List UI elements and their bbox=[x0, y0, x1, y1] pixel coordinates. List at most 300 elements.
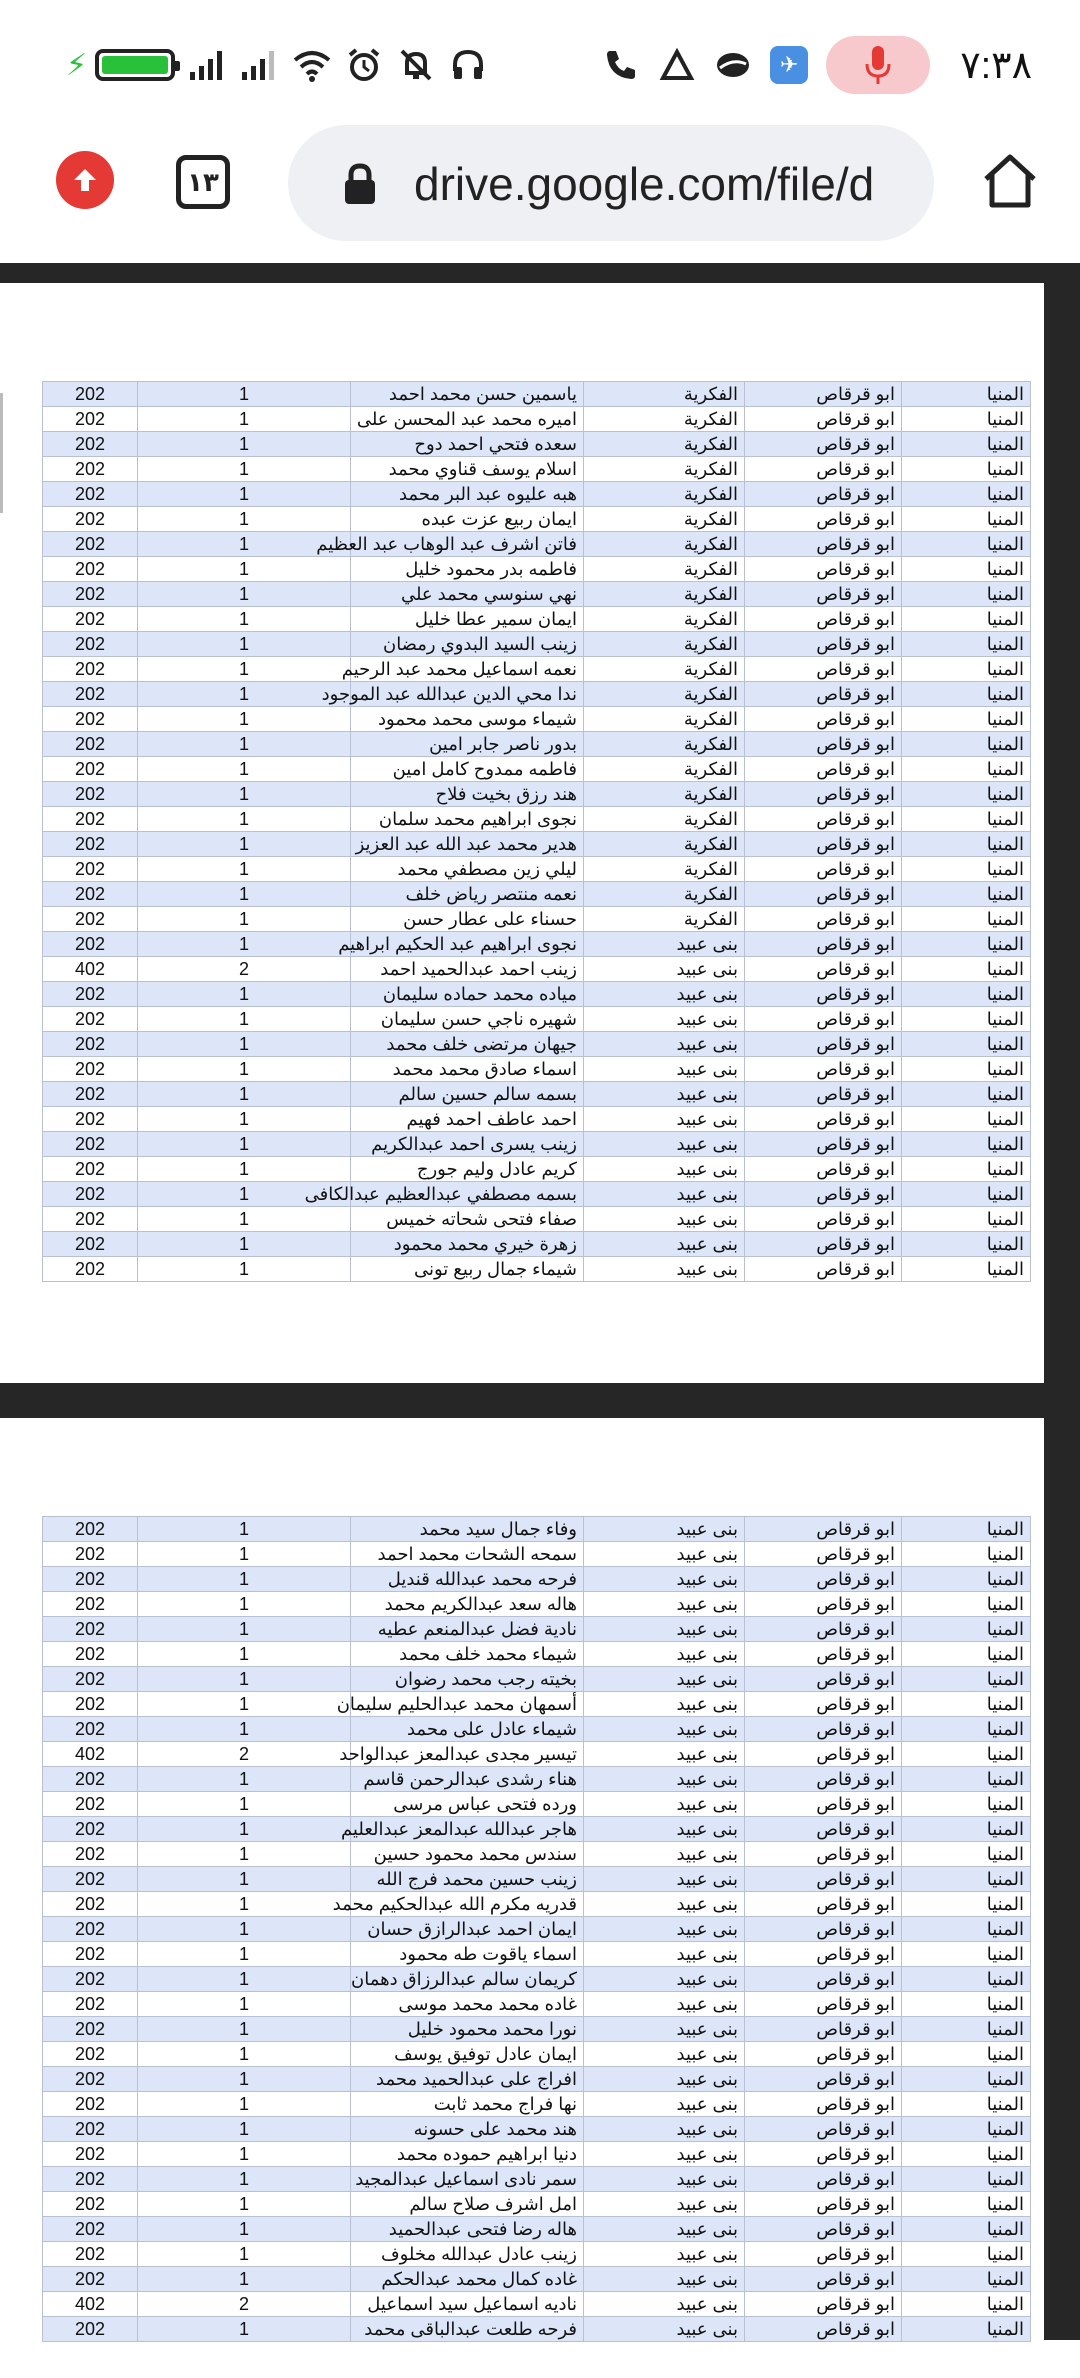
table-cell: افراج على عبدالحميد محمد bbox=[351, 2067, 584, 2092]
table-cell: 1 bbox=[138, 2017, 351, 2042]
table-cell: المنيا bbox=[902, 2017, 1031, 2042]
table-cell: ابو قرقاص bbox=[745, 882, 902, 907]
table-row bbox=[43, 1792, 1031, 1817]
table-cell: زهرة خيري محمد محمود bbox=[351, 1232, 584, 1257]
table-cell: 202 bbox=[43, 1257, 138, 1282]
table-row bbox=[43, 1692, 1031, 1717]
table-row bbox=[43, 2092, 1031, 2117]
table-cell: المنيا bbox=[902, 1182, 1031, 1207]
table-cell: 1 bbox=[138, 1567, 351, 1592]
table-cell: المنيا bbox=[902, 1842, 1031, 1867]
table-cell: 2 bbox=[138, 957, 351, 982]
table-cell: 1 bbox=[138, 1792, 351, 1817]
table-cell: المنيا bbox=[902, 382, 1031, 407]
table-cell: المنيا bbox=[902, 682, 1031, 707]
table-cell: المنيا bbox=[902, 2217, 1031, 2242]
table-cell: المنيا bbox=[902, 732, 1031, 757]
table-cell: 202 bbox=[43, 782, 138, 807]
table-cell: 1 bbox=[138, 1842, 351, 1867]
table-cell: الفكرية bbox=[584, 807, 745, 832]
table-cell: ابو قرقاص bbox=[745, 1992, 902, 2017]
table-cell: المنيا bbox=[902, 1007, 1031, 1032]
table-cell: الفكرية bbox=[584, 782, 745, 807]
table-cell: بنى عبيد bbox=[584, 2017, 745, 2042]
table-cell: ابو قرقاص bbox=[745, 1842, 902, 1867]
table-cell: زينب السيد البدوي رمضان bbox=[351, 632, 584, 657]
table-cell: 2 bbox=[138, 2292, 351, 2317]
table-cell: 202 bbox=[43, 457, 138, 482]
table-cell: بنى عبيد bbox=[584, 2267, 745, 2292]
table-cell: بنى عبيد bbox=[584, 1892, 745, 1917]
table-cell: 202 bbox=[43, 382, 138, 407]
table-cell: الفكرية bbox=[584, 732, 745, 757]
upload-button[interactable] bbox=[56, 151, 114, 209]
table-cell: 1 bbox=[138, 2092, 351, 2117]
table-cell: 1 bbox=[138, 2267, 351, 2292]
table-cell: نعمه منتصر رياض خلف bbox=[351, 882, 584, 907]
table-cell: أسمهان محمد عبدالحليم سليمان bbox=[351, 1692, 584, 1717]
table-cell: بنى عبيد bbox=[584, 1517, 745, 1542]
table-cell: المنيا bbox=[902, 1232, 1031, 1257]
table-cell: المنيا bbox=[902, 1867, 1031, 1892]
table-cell: ورده فتحى عباس مرسى bbox=[351, 1792, 584, 1817]
warning-icon bbox=[658, 46, 696, 84]
table-cell: المنيا bbox=[902, 707, 1031, 732]
table-cell: 202 bbox=[43, 2117, 138, 2142]
pdf-viewer[interactable] bbox=[0, 263, 1080, 2340]
table-cell: وفاء جمال سيد محمد bbox=[351, 1517, 584, 1542]
tab-count: ١٣ bbox=[187, 166, 219, 197]
table-cell: 1 bbox=[138, 782, 351, 807]
table-cell: ابو قرقاص bbox=[745, 1617, 902, 1642]
table-cell: 1 bbox=[138, 1057, 351, 1082]
table-row bbox=[43, 407, 1031, 432]
table-cell: 1 bbox=[138, 1082, 351, 1107]
table-cell: 1 bbox=[138, 857, 351, 882]
table-cell: 202 bbox=[43, 707, 138, 732]
table-row bbox=[43, 1592, 1031, 1617]
table-row bbox=[43, 582, 1031, 607]
table-row bbox=[43, 1207, 1031, 1232]
table-row bbox=[43, 2267, 1031, 2292]
table-cell: المنيا bbox=[902, 1742, 1031, 1767]
table-cell: بنى عبيد bbox=[584, 1592, 745, 1617]
table-cell: ابو قرقاص bbox=[745, 1132, 902, 1157]
table-cell: اسماء ياقوت طه محمود bbox=[351, 1942, 584, 1967]
table-cell: بنى عبيد bbox=[584, 1767, 745, 1792]
table-cell: زينب حسين محمد فرج الله bbox=[351, 1867, 584, 1892]
table-cell: 202 bbox=[43, 982, 138, 1007]
table-cell: بنى عبيد bbox=[584, 2167, 745, 2192]
table-cell: الفكرية bbox=[584, 532, 745, 557]
table-cell: 202 bbox=[43, 732, 138, 757]
document-page-2 bbox=[0, 1418, 1044, 2378]
table-cell: اسماء صادق محمد محمد bbox=[351, 1057, 584, 1082]
table-cell: المنيا bbox=[902, 1767, 1031, 1792]
table-cell: 202 bbox=[43, 2142, 138, 2167]
table-cell: المنيا bbox=[902, 1207, 1031, 1232]
table-cell: ابو قرقاص bbox=[745, 2117, 902, 2142]
signal-icon bbox=[189, 46, 227, 84]
table-cell: المنيا bbox=[902, 2192, 1031, 2217]
table-cell: ابو قرقاص bbox=[745, 1517, 902, 1542]
table-cell: 1 bbox=[138, 1717, 351, 1742]
battery-icon bbox=[95, 49, 175, 81]
table-row bbox=[43, 2192, 1031, 2217]
table-cell: 202 bbox=[43, 907, 138, 932]
table-cell: 1 bbox=[138, 1207, 351, 1232]
table-cell: 202 bbox=[43, 2167, 138, 2192]
table-cell: 202 bbox=[43, 1007, 138, 1032]
table-row bbox=[43, 857, 1031, 882]
table-cell: بنى عبيد bbox=[584, 1032, 745, 1057]
table-cell: 202 bbox=[43, 607, 138, 632]
table-cell: 1 bbox=[138, 907, 351, 932]
table-cell: ابو قرقاص bbox=[745, 2267, 902, 2292]
table-cell: 1 bbox=[138, 1517, 351, 1542]
table-cell: ابو قرقاص bbox=[745, 982, 902, 1007]
mic-icon[interactable] bbox=[826, 36, 930, 94]
table-cell: ابو قرقاص bbox=[745, 2217, 902, 2242]
table-cell: بنى عبيد bbox=[584, 982, 745, 1007]
table-cell: 1 bbox=[138, 657, 351, 682]
table-row bbox=[43, 1842, 1031, 1867]
table-cell: الفكرية bbox=[584, 632, 745, 657]
table-row bbox=[43, 2167, 1031, 2192]
table-cell: 202 bbox=[43, 1867, 138, 1892]
table-cell: ابو قرقاص bbox=[745, 1792, 902, 1817]
table-cell: ابو قرقاص bbox=[745, 2042, 902, 2067]
table-row bbox=[43, 982, 1031, 1007]
table-cell: ابو قرقاص bbox=[745, 582, 902, 607]
table-cell: ابو قرقاص bbox=[745, 707, 902, 732]
table-cell: 202 bbox=[43, 2192, 138, 2217]
table-cell: 1 bbox=[138, 1107, 351, 1132]
table-row bbox=[43, 1032, 1031, 1057]
status-icons-left bbox=[66, 46, 487, 84]
table-cell: بنى عبيد bbox=[584, 1742, 745, 1767]
table-row bbox=[43, 1892, 1031, 1917]
headphones-icon bbox=[449, 46, 487, 84]
phone-icon bbox=[602, 46, 640, 84]
table-cell: ابو قرقاص bbox=[745, 857, 902, 882]
table-cell: جيهان مرتضى خلف محمد bbox=[351, 1032, 584, 1057]
table-cell: هاجر عبدالله عبدالمعز عبدالعليم bbox=[351, 1817, 584, 1842]
table-cell: 202 bbox=[43, 1617, 138, 1642]
table-cell: فاطمه بدر محمود خليل bbox=[351, 557, 584, 582]
table-cell: ابو قرقاص bbox=[745, 1642, 902, 1667]
table-row bbox=[43, 657, 1031, 682]
table-cell: 202 bbox=[43, 1132, 138, 1157]
table-cell: المنيا bbox=[902, 1057, 1031, 1082]
table-cell: الفكرية bbox=[584, 432, 745, 457]
table-cell: 1 bbox=[138, 1667, 351, 1692]
table-cell: 202 bbox=[43, 857, 138, 882]
table-cell: بنى عبيد bbox=[584, 1992, 745, 2017]
table-cell: 1 bbox=[138, 1642, 351, 1667]
table-cell: الفكرية bbox=[584, 507, 745, 532]
table-row bbox=[43, 957, 1031, 982]
table-row bbox=[43, 2117, 1031, 2142]
table-cell: 1 bbox=[138, 557, 351, 582]
table-row bbox=[43, 2067, 1031, 2092]
table-cell: 1 bbox=[138, 757, 351, 782]
table-row bbox=[43, 507, 1031, 532]
table-cell: 2 bbox=[138, 1742, 351, 1767]
table-cell: بنى عبيد bbox=[584, 932, 745, 957]
table-cell: فرحه محمد عبدالله قنديل bbox=[351, 1567, 584, 1592]
table-row bbox=[43, 2292, 1031, 2317]
table-cell: غاده محمد محمد موسى bbox=[351, 1992, 584, 2017]
table-cell: غاده كمال محمد عبدالحكم bbox=[351, 2267, 584, 2292]
table-cell: المنيا bbox=[902, 1642, 1031, 1667]
table-row bbox=[43, 1817, 1031, 1842]
table-cell: 1 bbox=[138, 1132, 351, 1157]
table-cell: فاتن اشرف عبد الوهاب عبد العظيم bbox=[351, 532, 584, 557]
table-cell: بنى عبيد bbox=[584, 1257, 745, 1282]
table-cell: بنى عبيد bbox=[584, 1542, 745, 1567]
table-cell: المنيا bbox=[902, 1517, 1031, 1542]
home-button[interactable] bbox=[980, 151, 1040, 216]
table-cell: 202 bbox=[43, 1157, 138, 1182]
table-cell: بنى عبيد bbox=[584, 1157, 745, 1182]
table-cell: 402 bbox=[43, 2292, 138, 2317]
table-cell: المنيا bbox=[902, 1992, 1031, 2017]
table-cell: ابو قرقاص bbox=[745, 657, 902, 682]
table-cell: حسناء على عطار حسن bbox=[351, 907, 584, 932]
table-row bbox=[43, 632, 1031, 657]
table-cell: 202 bbox=[43, 2042, 138, 2067]
address-bar[interactable] bbox=[288, 125, 934, 241]
app-icon: ✈ bbox=[770, 46, 808, 84]
table-cell: ابو قرقاص bbox=[745, 2242, 902, 2267]
table-cell: الفكرية bbox=[584, 682, 745, 707]
table-cell: 202 bbox=[43, 2017, 138, 2042]
table-cell: هند رزق بخيت فلاح bbox=[351, 782, 584, 807]
table-cell: 202 bbox=[43, 1107, 138, 1132]
table-cell: كريم عادل وليم جورج bbox=[351, 1157, 584, 1182]
table-cell: 1 bbox=[138, 432, 351, 457]
table-cell: 1 bbox=[138, 1007, 351, 1032]
table-row bbox=[43, 482, 1031, 507]
table-cell: 1 bbox=[138, 2242, 351, 2267]
table-cell: ابو قرقاص bbox=[745, 557, 902, 582]
table-cell: ابو قرقاص bbox=[745, 1007, 902, 1032]
table-cell: الفكرية bbox=[584, 907, 745, 932]
table-cell: بنى عبيد bbox=[584, 1967, 745, 1992]
table-cell: بنى عبيد bbox=[584, 1917, 745, 1942]
table-cell: بنى عبيد bbox=[584, 2317, 745, 2342]
table-row bbox=[43, 457, 1031, 482]
table-cell: المنيا bbox=[902, 2067, 1031, 2092]
table-cell: ابو قرقاص bbox=[745, 932, 902, 957]
tab-switcher-button[interactable] bbox=[176, 155, 230, 209]
table-cell: 202 bbox=[43, 1992, 138, 2017]
table-cell: المنيا bbox=[902, 882, 1031, 907]
table-cell: 202 bbox=[43, 1917, 138, 1942]
table-cell: ايمان احمد عبدالرازق حسان bbox=[351, 1917, 584, 1942]
table-cell: المنيا bbox=[902, 832, 1031, 857]
table-cell: 1 bbox=[138, 1867, 351, 1892]
table-cell: بنى عبيد bbox=[584, 1817, 745, 1842]
table-cell: ابو قرقاص bbox=[745, 1717, 902, 1742]
table-cell: 1 bbox=[138, 1542, 351, 1567]
table-row bbox=[43, 807, 1031, 832]
table-cell: ابو قرقاص bbox=[745, 532, 902, 557]
table-cell: ابو قرقاص bbox=[745, 1257, 902, 1282]
table-cell: 1 bbox=[138, 632, 351, 657]
table-cell: 1 bbox=[138, 1942, 351, 1967]
table-row bbox=[43, 757, 1031, 782]
table-cell: المنيا bbox=[902, 807, 1031, 832]
table-row bbox=[43, 1742, 1031, 1767]
table-cell: المنيا bbox=[902, 1892, 1031, 1917]
table-cell: بنى عبيد bbox=[584, 1007, 745, 1032]
table-cell: ابو قرقاص bbox=[745, 832, 902, 857]
table-cell: ابو قرقاص bbox=[745, 907, 902, 932]
table-row bbox=[43, 732, 1031, 757]
table-cell: 202 bbox=[43, 1082, 138, 1107]
table-cell: 202 bbox=[43, 1592, 138, 1617]
table-cell: المنيا bbox=[902, 657, 1031, 682]
table-cell: الفكرية bbox=[584, 582, 745, 607]
table-row bbox=[43, 1567, 1031, 1592]
table-cell: بنى عبيد bbox=[584, 2042, 745, 2067]
table-cell: 202 bbox=[43, 1567, 138, 1592]
table-cell: المنيا bbox=[902, 1717, 1031, 1742]
url-text: drive.google.com/file/d bbox=[414, 158, 875, 210]
table-cell: ابو قرقاص bbox=[745, 1057, 902, 1082]
table-cell: ابو قرقاص bbox=[745, 1082, 902, 1107]
table-cell: ندا محي الدين عبدالله عبد الموجود bbox=[351, 682, 584, 707]
table-cell: المنيا bbox=[902, 1132, 1031, 1157]
table-cell: بنى عبيد bbox=[584, 1617, 745, 1642]
table-row bbox=[43, 2042, 1031, 2067]
table-cell: نجوى ابراهيم محمد سلمان bbox=[351, 807, 584, 832]
table-row bbox=[43, 1157, 1031, 1182]
table-cell: 402 bbox=[43, 957, 138, 982]
table-row bbox=[43, 1182, 1031, 1207]
table-row bbox=[43, 2317, 1031, 2342]
table-row bbox=[43, 1517, 1031, 1542]
table-row bbox=[43, 1132, 1031, 1157]
table-cell: 202 bbox=[43, 407, 138, 432]
table-cell: 202 bbox=[43, 1642, 138, 1667]
table-cell: 1 bbox=[138, 1892, 351, 1917]
table-cell: 1 bbox=[138, 482, 351, 507]
table-cell: دنيا ابراهيم حموده محمد bbox=[351, 2142, 584, 2167]
clock: ٧:٣٨ bbox=[960, 44, 1032, 87]
table-cell: شهيره ناجي حسن سليمان bbox=[351, 1007, 584, 1032]
table-cell: المنيا bbox=[902, 957, 1031, 982]
table-cell: ابو قرقاص bbox=[745, 2317, 902, 2342]
table-cell: بنى عبيد bbox=[584, 1567, 745, 1592]
table-cell: 202 bbox=[43, 1542, 138, 1567]
table-cell: 1 bbox=[138, 682, 351, 707]
table-cell: بخيته رجب محمد رضوان bbox=[351, 1667, 584, 1692]
table-cell: المنيا bbox=[902, 1967, 1031, 1992]
table-cell: المنيا bbox=[902, 757, 1031, 782]
table-cell: المنيا bbox=[902, 557, 1031, 582]
table-row bbox=[43, 1867, 1031, 1892]
table-cell: الفكرية bbox=[584, 557, 745, 582]
alarm-icon bbox=[345, 46, 383, 84]
table-cell: ابو قرقاص bbox=[745, 1692, 902, 1717]
browser-toolbar bbox=[0, 125, 1080, 263]
table-cell: الفكرية bbox=[584, 857, 745, 882]
table-row bbox=[43, 382, 1031, 407]
table-cell: 202 bbox=[43, 2267, 138, 2292]
table-cell: بنى عبيد bbox=[584, 1057, 745, 1082]
table-cell: المنيا bbox=[902, 2292, 1031, 2317]
table-cell: المنيا bbox=[902, 1817, 1031, 1842]
table-cell: 202 bbox=[43, 657, 138, 682]
table-cell: 202 bbox=[43, 1817, 138, 1842]
table-cell: 202 bbox=[43, 1032, 138, 1057]
table-row bbox=[43, 1542, 1031, 1567]
table-row bbox=[43, 2142, 1031, 2167]
table-cell: ابو قرقاص bbox=[745, 2017, 902, 2042]
table-cell: فرحه طلعت عبدالباقى محمد bbox=[351, 2317, 584, 2342]
page-edge bbox=[0, 393, 3, 513]
table-cell: بنى عبيد bbox=[584, 2067, 745, 2092]
table-cell: 202 bbox=[43, 1892, 138, 1917]
table-cell: المنيا bbox=[902, 507, 1031, 532]
table-cell: هناء رشدى عبدالرحمن قاسم bbox=[351, 1767, 584, 1792]
table-cell: 1 bbox=[138, 2217, 351, 2242]
table-cell: بنى عبيد bbox=[584, 1082, 745, 1107]
table-cell: بنى عبيد bbox=[584, 1182, 745, 1207]
table-row bbox=[43, 682, 1031, 707]
table-cell: الفكرية bbox=[584, 707, 745, 732]
table-cell: المنيا bbox=[902, 857, 1031, 882]
table-cell: نهي سنوسي محمد علي bbox=[351, 582, 584, 607]
data-table-page-1 bbox=[42, 381, 1031, 1282]
table-cell: امل اشرف صلاح سالم bbox=[351, 2192, 584, 2217]
table-cell: 1 bbox=[138, 507, 351, 532]
table-cell: 202 bbox=[43, 2067, 138, 2092]
table-row bbox=[43, 782, 1031, 807]
table-cell: ابو قرقاص bbox=[745, 1232, 902, 1257]
table-cell: ابو قرقاص bbox=[745, 1542, 902, 1567]
table-cell: هاله رضا فتحى عبدالحميد bbox=[351, 2217, 584, 2242]
table-cell: 202 bbox=[43, 482, 138, 507]
table-cell: بنى عبيد bbox=[584, 2142, 745, 2167]
table-cell: ابو قرقاص bbox=[745, 607, 902, 632]
table-cell: سمحه الشحات محمد احمد bbox=[351, 1542, 584, 1567]
table-cell: نورا محمد محمود خليل bbox=[351, 2017, 584, 2042]
table-cell: ابو قرقاص bbox=[745, 2167, 902, 2192]
table-cell: 1 bbox=[138, 1967, 351, 1992]
table-cell: ابو قرقاص bbox=[745, 1942, 902, 1967]
table-cell: شيماء جمال ربيع تونى bbox=[351, 1257, 584, 1282]
table-cell: بنى عبيد bbox=[584, 1942, 745, 1967]
table-cell: المنيا bbox=[902, 2042, 1031, 2067]
table-cell: 202 bbox=[43, 582, 138, 607]
table-cell: ابو قرقاص bbox=[745, 432, 902, 457]
table-cell: المنيا bbox=[902, 1257, 1031, 1282]
table-cell: المنيا bbox=[902, 407, 1031, 432]
table-cell: مياده محمد حماده سليمان bbox=[351, 982, 584, 1007]
table-cell: المنيا bbox=[902, 1032, 1031, 1057]
table-cell: ابو قرقاص bbox=[745, 807, 902, 832]
table-cell: 1 bbox=[138, 2192, 351, 2217]
table-cell: 202 bbox=[43, 1842, 138, 1867]
table-cell: المنيا bbox=[902, 1107, 1031, 1132]
table-cell: 202 bbox=[43, 807, 138, 832]
table-cell: بنى عبيد bbox=[584, 1132, 745, 1157]
table-cell: ابو قرقاص bbox=[745, 1742, 902, 1767]
